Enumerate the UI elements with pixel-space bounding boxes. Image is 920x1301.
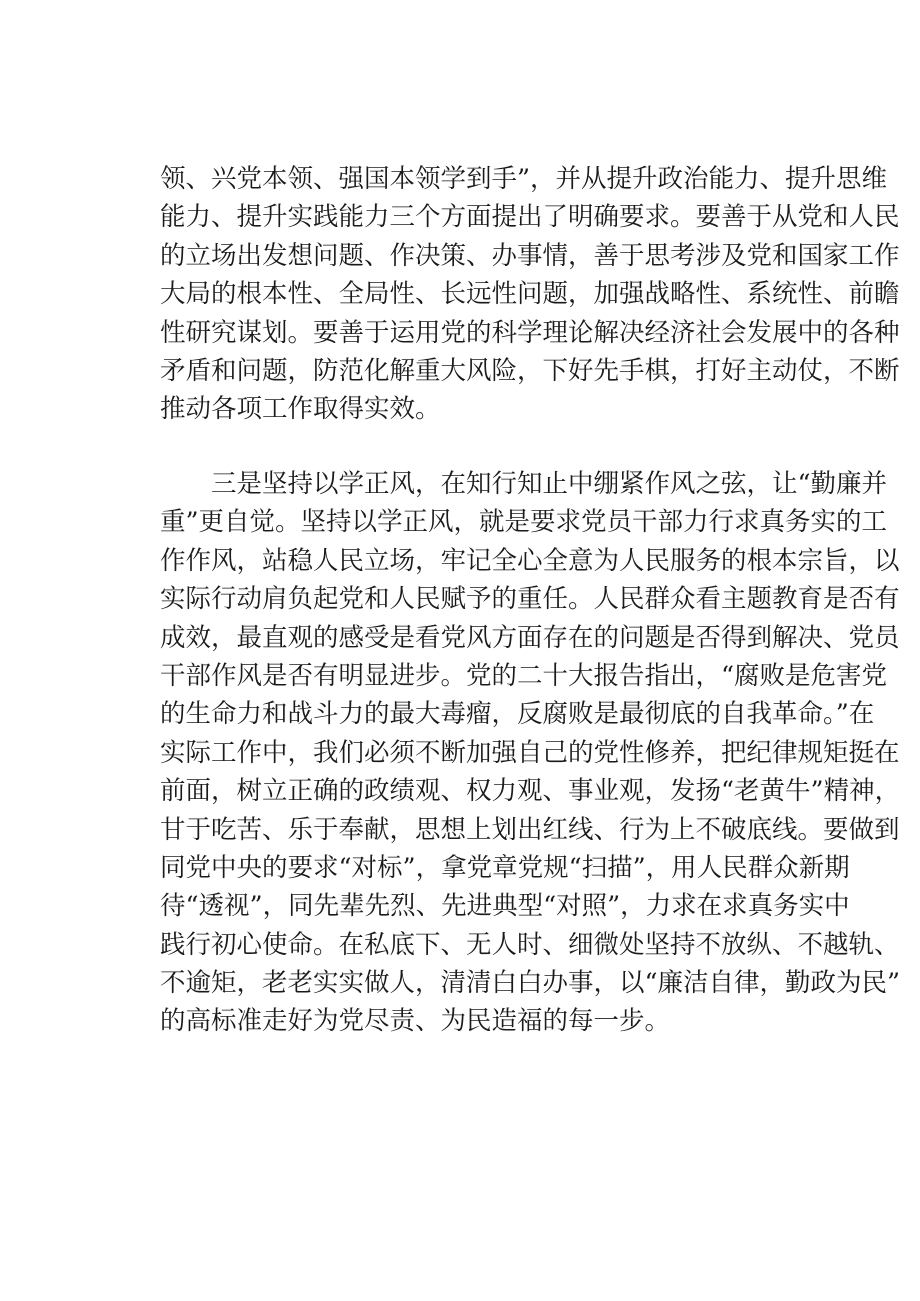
paragraph-line: 前面，树立正确的政绩观、权力观、事业观，发扬“老黄牛”精神，	[160, 776, 901, 807]
paragraph-line: 待“透视”，同先辈先烈、先进典型“对照”，力求在求真务实中	[160, 891, 850, 922]
paragraph-line: 能力、提升实践能力三个方面提出了明确要求。要善于从党和人民	[160, 202, 900, 233]
paragraph-line: 矛盾和问题，防范化解重大风险，下好先手棋，打好主动仗，不断	[160, 355, 900, 386]
paragraph-line: 三是坚持以学正风，在知行知止中绷紧作风之弦，让“勤廉并	[160, 469, 888, 499]
paragraph-line: 成效，最直观的感受是看党风方面存在的问题是否得到解决、党员	[160, 622, 900, 653]
paragraph-line: 作作风，站稳人民立场，牢记全心全意为人民服务的根本宗旨，以	[160, 545, 900, 576]
paragraph-line: 甘于吃苦、乐于奉献，思想上划出红线、行为上不破底线。要做到	[160, 814, 900, 845]
paragraph-line: 大局的根本性、全局性、长远性问题，加强战略性、系统性、前瞻	[160, 279, 900, 310]
paragraph-line: 的生命力和战斗力的最大毒瘤，反腐败是最彻底的自我革命。”在	[160, 699, 875, 730]
paragraph-line: 干部作风是否有明显进步。党的二十大报告指出，“腐败是危害党	[160, 660, 888, 691]
paragraph-line: 实际行动肩负起党和人民赋予的重任。人民群众看主题教育是否有	[160, 584, 900, 615]
paragraph-line: 践行初心使命。在私底下、无人时、细微处坚持不放纵、不越轨、	[160, 929, 900, 960]
paragraph-line: 不逾矩，老老实实做人，清清白白办事，以“廉洁自律，勤政为民”	[160, 968, 901, 999]
paragraph-line: 的立场出发想问题、作决策、办事情，善于思考涉及党和国家工作	[160, 240, 900, 271]
paragraph-line: 重”更自觉。坚持以学正风，就是要求党员干部力行求真务实的工	[160, 507, 888, 538]
paragraph-2	[160, 465, 901, 1041]
paragraph-1	[160, 160, 900, 429]
paragraph-line: 的高标准走好为党尽责、为民造福的每一步。	[160, 1006, 671, 1037]
paragraph-line: 推动各项工作取得实效。	[160, 394, 441, 425]
paragraph-line: 领、兴党本领、强国本领学到手”，并从提升政治能力、提升思维	[160, 164, 888, 194]
paragraph-line: 实际工作中，我们必须不断加强自己的党性修养，把纪律规矩挺在	[160, 737, 900, 768]
paragraph-line: 同党中央的要求“对标”，拿党章党规“扫描”，用人民群众新期	[160, 852, 850, 883]
paragraph-line: 性研究谋划。要善于运用党的科学理论解决经济社会发展中的各种	[160, 317, 900, 348]
